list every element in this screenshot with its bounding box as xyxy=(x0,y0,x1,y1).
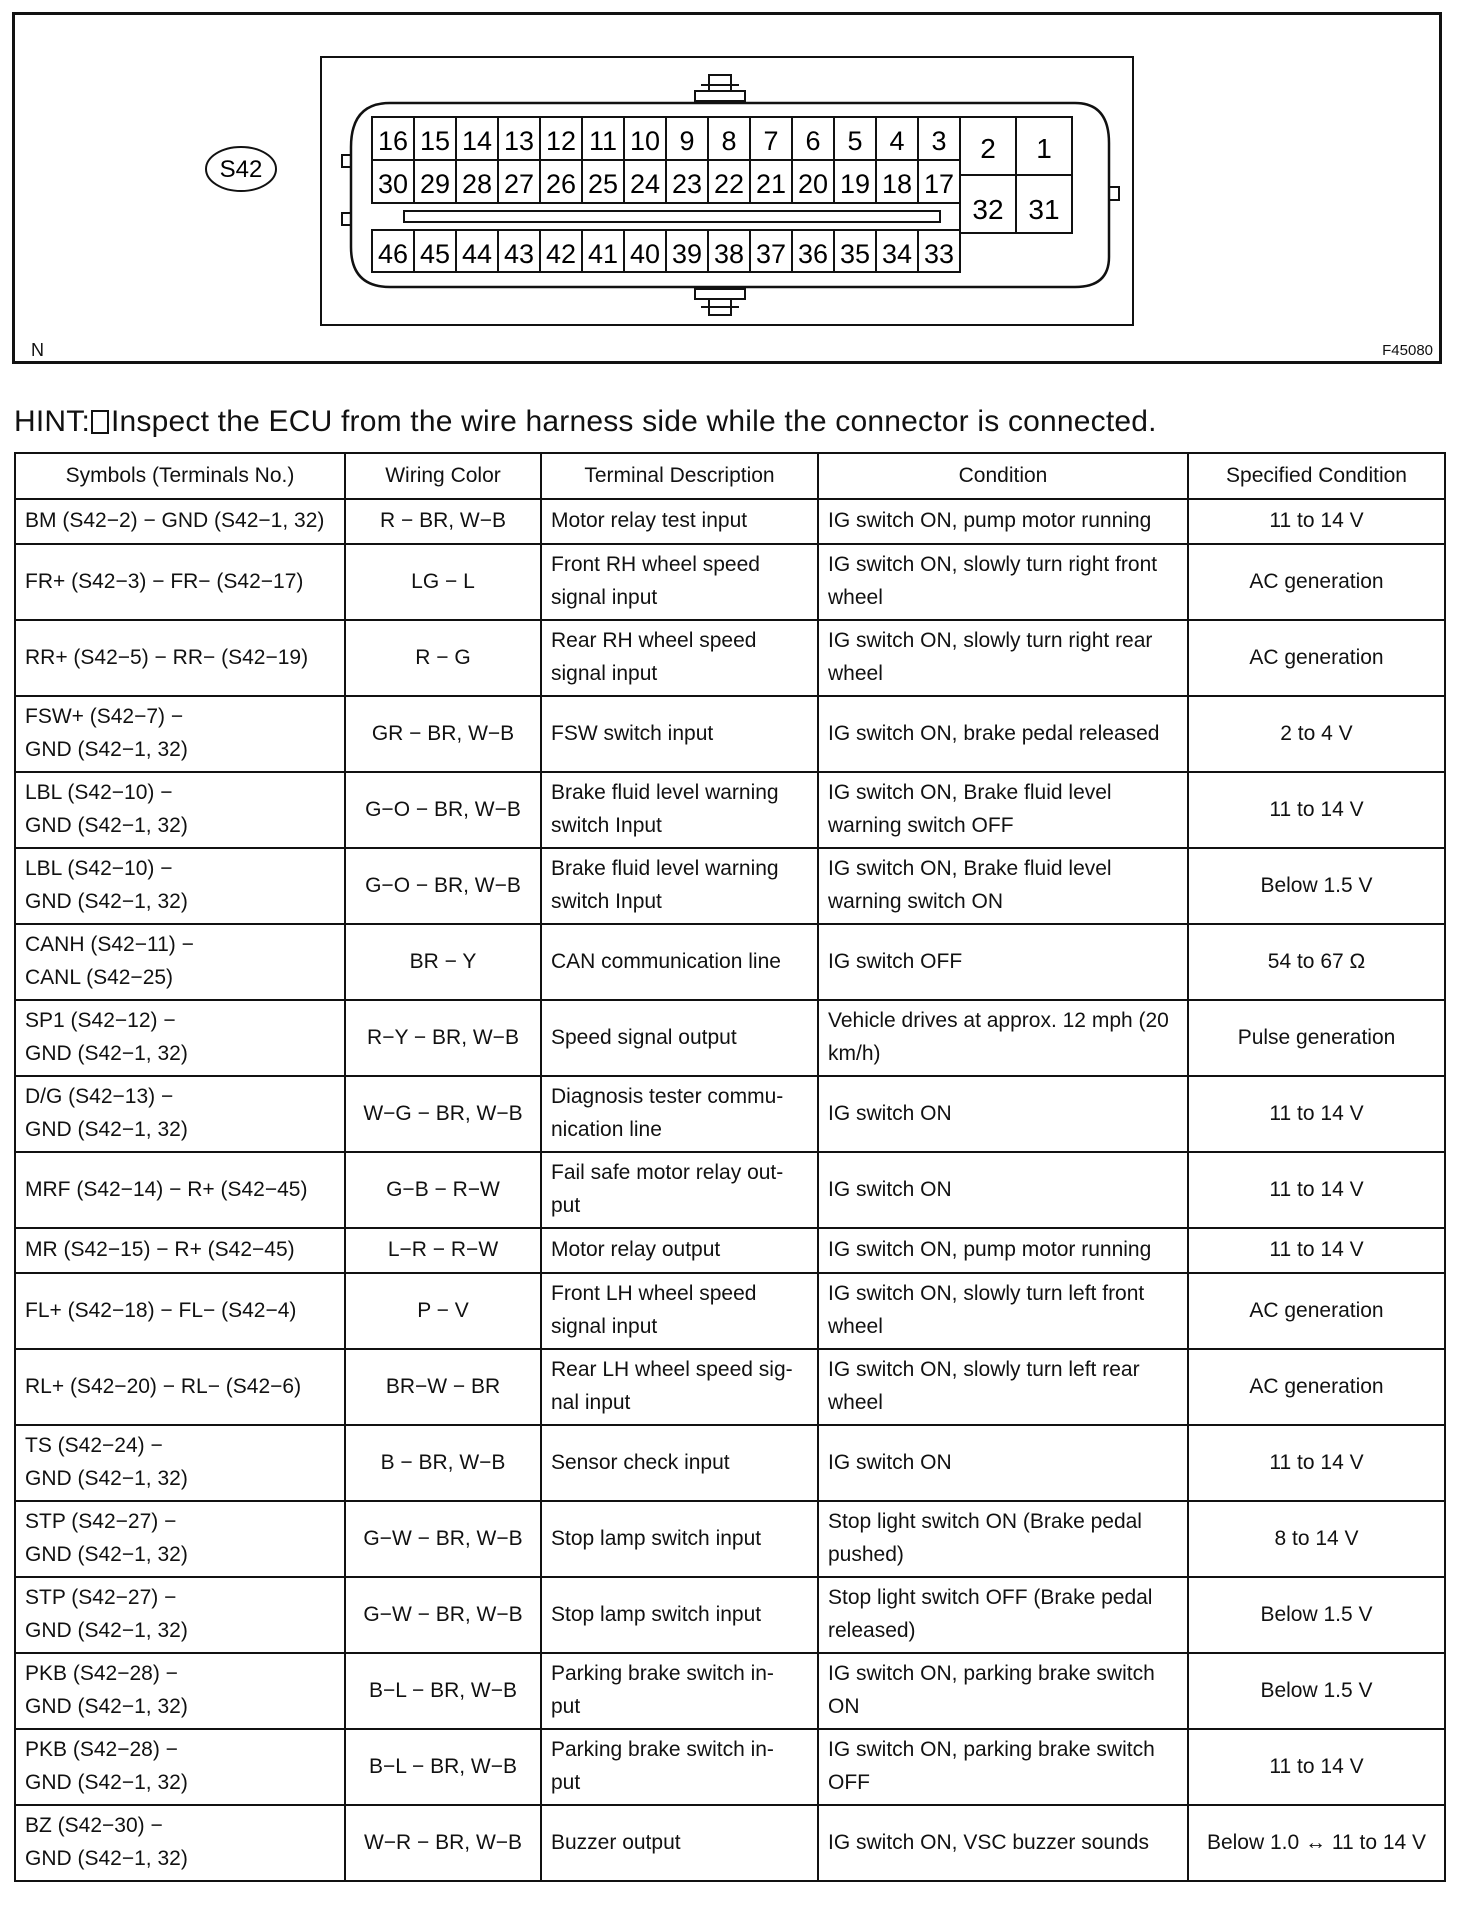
pin-number: 9 xyxy=(679,126,695,156)
cell-specified-condition: 11 to 14 V xyxy=(1188,1076,1445,1152)
pin-number: 18 xyxy=(881,169,913,199)
symbol-line: CANL (S42−25) xyxy=(25,966,174,989)
cell-symbols xyxy=(15,1729,345,1805)
pin-number: 4 xyxy=(889,126,905,156)
pin-number: 34 xyxy=(881,239,913,269)
table-row xyxy=(15,1729,1445,1805)
cell-symbols xyxy=(15,1653,345,1729)
cell-wiring-color: BR−W − BR xyxy=(345,1349,541,1425)
cell-condition: IG switch ON, brake pedal released xyxy=(818,696,1188,772)
cell-terminal-description: Stop lamp switch input xyxy=(541,1501,818,1577)
cell-terminal-description: Rear RH wheel speed signal input xyxy=(541,620,818,696)
cell-wiring-color: B − BR, W−B xyxy=(345,1425,541,1501)
cell-wiring-color: G−W − BR, W−B xyxy=(345,1501,541,1577)
cell-symbols xyxy=(15,1425,345,1501)
cell-symbols xyxy=(15,772,345,848)
symbol-line: BM (S42−2) − GND (S42−1, 32) xyxy=(25,509,325,533)
cell-condition: IG switch ON, pump motor running xyxy=(818,499,1188,544)
symbol-line: FR+ (S42−3) − FR− (S42−17) xyxy=(25,569,304,593)
symbol-line: PKB (S42−28) − xyxy=(25,1738,178,1762)
symbol-line: GND (S42−1, 32) xyxy=(25,890,188,913)
header-wiring-color: Wiring Color xyxy=(345,453,541,499)
cell-wiring-color: G−W − BR, W−B xyxy=(345,1577,541,1653)
cell-wiring-color: P − V xyxy=(345,1273,541,1349)
symbol-line: GND (S42−1, 32) xyxy=(25,1619,188,1642)
cell-symbols xyxy=(15,1152,345,1228)
cell-symbols xyxy=(15,1000,345,1076)
cell-condition: IG switch ON xyxy=(818,1076,1188,1152)
table-row xyxy=(15,1653,1445,1729)
cell-specified-condition: 11 to 14 V xyxy=(1188,1152,1445,1228)
cell-terminal-description: Brake fluid level warning switch Input xyxy=(541,848,818,924)
cell-wiring-color: B−L − BR, W−B xyxy=(345,1653,541,1729)
cell-wiring-color: R−Y − BR, W−B xyxy=(345,1000,541,1076)
table-row xyxy=(15,499,1445,544)
cell-terminal-description: Buzzer output xyxy=(541,1805,818,1881)
figure-corner-letter: N xyxy=(31,340,44,360)
pin-number: 28 xyxy=(461,169,493,199)
table-row xyxy=(15,1273,1445,1349)
cell-condition: IG switch ON, parking brake switch OFF xyxy=(818,1729,1188,1805)
cell-terminal-description: Front RH wheel speed signal input xyxy=(541,544,818,620)
cell-symbols xyxy=(15,1577,345,1653)
cell-symbols xyxy=(15,924,345,1000)
symbol-line: MR (S42−15) − R+ (S42−45) xyxy=(25,1238,295,1262)
pin-number: 14 xyxy=(461,126,493,156)
cell-wiring-color: G−O − BR, W−B xyxy=(345,772,541,848)
cell-symbols xyxy=(15,1805,345,1881)
table-row xyxy=(15,924,1445,1000)
cell-terminal-description: Sensor check input xyxy=(541,1425,818,1501)
pin-number: 2 xyxy=(980,133,996,164)
pin-number: 11 xyxy=(588,126,618,156)
hint-line xyxy=(14,405,1157,439)
pin-number: 38 xyxy=(713,239,745,269)
pin-number: 29 xyxy=(419,169,451,199)
symbol-line: STP (S42−27) − xyxy=(25,1510,177,1534)
cell-condition: IG switch ON, Brake fluid level warning switch ON xyxy=(818,848,1188,924)
symbol-line: LBL (S42−10) − xyxy=(25,857,173,881)
cell-terminal-description: Motor relay output xyxy=(541,1228,818,1273)
cell-terminal-description: Brake fluid level warning switch Input xyxy=(541,772,818,848)
terminal-spec-table xyxy=(14,452,1446,1882)
symbol-line: GND (S42−1, 32) xyxy=(25,1847,188,1870)
cell-specified-condition: AC generation xyxy=(1188,1273,1445,1349)
cell-wiring-color: G−O − BR, W−B xyxy=(345,848,541,924)
symbol-line: CANH (S42−11) − xyxy=(25,933,194,957)
cell-condition: Stop light switch OFF (Brake pedal released) xyxy=(818,1577,1188,1653)
cell-wiring-color: LG − L xyxy=(345,544,541,620)
cell-wiring-color: BR − Y xyxy=(345,924,541,1000)
cell-wiring-color: L−R − R−W xyxy=(345,1228,541,1273)
pin-number: 10 xyxy=(629,126,661,156)
pin-number: 20 xyxy=(797,169,829,199)
left-key-icon xyxy=(342,213,351,225)
pin-number: 25 xyxy=(587,169,619,199)
pin-number: 33 xyxy=(923,239,955,269)
symbol-line: SP1 (S42−12) − xyxy=(25,1009,176,1033)
left-key-icon xyxy=(342,155,351,167)
cell-condition: Stop light switch ON (Brake pedal pushed) xyxy=(818,1501,1188,1577)
pin-number: 1 xyxy=(1036,133,1052,164)
symbol-line: MRF (S42−14) − R+ (S42−45) xyxy=(25,1177,308,1201)
table-row xyxy=(15,1425,1445,1501)
symbol-line: TS (S42−24) − xyxy=(25,1434,163,1458)
cell-specified-condition: AC generation xyxy=(1188,620,1445,696)
symbol-line: GND (S42−1, 32) xyxy=(25,1467,188,1490)
cell-terminal-description: Front LH wheel speed signal input xyxy=(541,1273,818,1349)
pin-number: 16 xyxy=(377,126,409,156)
cell-terminal-description: Parking brake switch in- put xyxy=(541,1729,818,1805)
figure-code: F45080 xyxy=(1382,342,1433,359)
symbol-line: D/G (S42−13) − xyxy=(25,1085,174,1109)
guide-slot xyxy=(404,211,940,222)
pin-number: 35 xyxy=(839,239,871,269)
cell-terminal-description: Motor relay test input xyxy=(541,499,818,544)
pin-number: 41 xyxy=(587,239,619,269)
cell-specified-condition: 11 to 14 V xyxy=(1188,772,1445,848)
pin-number: 8 xyxy=(721,126,737,156)
pin-number: 27 xyxy=(503,169,535,199)
table-row xyxy=(15,772,1445,848)
symbol-line: FL+ (S42−18) − FL− (S42−4) xyxy=(25,1298,297,1322)
table-header-row xyxy=(15,453,1445,499)
cell-wiring-color: R − BR, W−B xyxy=(345,499,541,544)
cell-specified-condition: Below 1.5 V xyxy=(1188,1653,1445,1729)
symbol-line: GND (S42−1, 32) xyxy=(25,738,188,761)
cell-terminal-description: Diagnosis tester commu- nication line xyxy=(541,1076,818,1152)
cell-specified-condition: AC generation xyxy=(1188,1349,1445,1425)
cell-symbols xyxy=(15,696,345,772)
connector-figure xyxy=(12,12,1442,364)
pin-number: 30 xyxy=(377,169,409,199)
cell-specified-condition: 11 to 14 V xyxy=(1188,1228,1445,1273)
table-row xyxy=(15,1228,1445,1273)
pin-number: 31 xyxy=(1028,194,1060,225)
cell-specified-condition: 54 to 67 Ω xyxy=(1188,924,1445,1000)
cell-terminal-description: Stop lamp switch input xyxy=(541,1577,818,1653)
pin-number: 26 xyxy=(545,169,577,199)
pin-number: 7 xyxy=(763,126,779,156)
pin-number: 19 xyxy=(839,169,871,199)
pin-number: 23 xyxy=(671,169,703,199)
table-row xyxy=(15,1349,1445,1425)
cell-symbols xyxy=(15,1501,345,1577)
cell-wiring-color: B−L − BR, W−B xyxy=(345,1729,541,1805)
cell-symbols xyxy=(15,1076,345,1152)
cell-condition: IG switch ON, parking brake switch ON xyxy=(818,1653,1188,1729)
connector-diagram xyxy=(15,15,1439,361)
cell-wiring-color: R − G xyxy=(345,620,541,696)
connector-label: S42 xyxy=(219,156,263,183)
cell-wiring-color: G−B − R−W xyxy=(345,1152,541,1228)
cell-wiring-color: W−G − BR, W−B xyxy=(345,1076,541,1152)
pin-number: 44 xyxy=(461,239,493,269)
symbol-line: GND (S42−1, 32) xyxy=(25,1042,188,1065)
cell-specified-condition: Below 1.0 ↔ 11 to 14 V xyxy=(1188,1805,1445,1881)
pin-number: 17 xyxy=(923,169,955,199)
hint-text: Inspect the ECU from the wire harness side while the connector is connected. xyxy=(111,405,1157,438)
cell-condition: IG switch ON, pump motor running xyxy=(818,1228,1188,1273)
cell-terminal-description: Speed signal output xyxy=(541,1000,818,1076)
header-specified-condition: Specified Condition xyxy=(1188,453,1445,499)
table-row xyxy=(15,696,1445,772)
table-row xyxy=(15,1152,1445,1228)
cell-specified-condition: Below 1.5 V xyxy=(1188,848,1445,924)
symbol-line: GND (S42−1, 32) xyxy=(25,1695,188,1718)
cell-symbols xyxy=(15,1273,345,1349)
pin-number: 40 xyxy=(629,239,661,269)
bottom-latch-icon xyxy=(695,289,745,315)
hint-prefix: HINT: xyxy=(14,405,90,438)
pin-number: 36 xyxy=(797,239,829,269)
pin-number: 46 xyxy=(377,239,409,269)
cell-wiring-color: GR − BR, W−B xyxy=(345,696,541,772)
pin-number: 6 xyxy=(805,126,821,156)
pin-number: 3 xyxy=(931,126,947,156)
symbol-line: PKB (S42−28) − xyxy=(25,1662,178,1686)
top-latch-icon xyxy=(695,75,745,101)
pin-number: 13 xyxy=(503,126,535,156)
cell-specified-condition: 11 to 14 V xyxy=(1188,499,1445,544)
cell-condition: IG switch ON, slowly turn right rear wheel xyxy=(818,620,1188,696)
cell-terminal-description: Parking brake switch in- put xyxy=(541,1653,818,1729)
cell-condition: IG switch ON xyxy=(818,1425,1188,1501)
pin-number: 37 xyxy=(755,239,787,269)
cell-condition: Vehicle drives at approx. 12 mph (20 km/h) xyxy=(818,1000,1188,1076)
cell-symbols xyxy=(15,848,345,924)
symbol-line: BZ (S42−30) − xyxy=(25,1814,163,1838)
table-row xyxy=(15,1000,1445,1076)
pin-number: 32 xyxy=(972,194,1004,225)
cell-condition: IG switch ON xyxy=(818,1152,1188,1228)
cell-specified-condition: Below 1.5 V xyxy=(1188,1577,1445,1653)
cell-condition: IG switch ON, VSC buzzer sounds xyxy=(818,1805,1188,1881)
cell-specified-condition: 2 to 4 V xyxy=(1188,696,1445,772)
pin-number: 43 xyxy=(503,239,535,269)
symbol-line: STP (S42−27) − xyxy=(25,1586,177,1610)
tab-glyph-icon xyxy=(91,410,109,434)
right-key-icon xyxy=(1109,187,1119,200)
header-symbols: Symbols (Terminals No.) xyxy=(15,453,345,499)
pin-number: 39 xyxy=(671,239,703,269)
cell-condition: IG switch ON, slowly turn right front wheel xyxy=(818,544,1188,620)
table-row xyxy=(15,544,1445,620)
cell-specified-condition: AC generation xyxy=(1188,544,1445,620)
cell-terminal-description: Rear LH wheel speed sig- nal input xyxy=(541,1349,818,1425)
cell-specified-condition: 11 to 14 V xyxy=(1188,1729,1445,1805)
header-terminal-description: Terminal Description xyxy=(541,453,818,499)
symbol-line: GND (S42−1, 32) xyxy=(25,1118,188,1141)
cell-specified-condition: 11 to 14 V xyxy=(1188,1425,1445,1501)
cell-symbols xyxy=(15,620,345,696)
pin-number: 15 xyxy=(419,126,451,156)
table-row xyxy=(15,1577,1445,1653)
cell-terminal-description: FSW switch input xyxy=(541,696,818,772)
cell-symbols xyxy=(15,499,345,544)
pin-number: 5 xyxy=(847,126,863,156)
pin-number: 12 xyxy=(545,126,577,156)
cell-wiring-color: W−R − BR, W−B xyxy=(345,1805,541,1881)
cell-condition: IG switch ON, Brake fluid level warning switch OFF xyxy=(818,772,1188,848)
table-row xyxy=(15,1805,1445,1881)
symbol-line: RL+ (S42−20) − RL− (S42−6) xyxy=(25,1374,302,1398)
cell-specified-condition: 8 to 14 V xyxy=(1188,1501,1445,1577)
symbol-line: FSW+ (S42−7) − xyxy=(25,705,184,729)
cell-symbols xyxy=(15,1228,345,1273)
pin-number: 21 xyxy=(755,169,787,199)
cell-terminal-description: Fail safe motor relay out- put xyxy=(541,1152,818,1228)
symbol-line: GND (S42−1, 32) xyxy=(25,1543,188,1566)
cell-symbols xyxy=(15,544,345,620)
cell-specified-condition: Pulse generation xyxy=(1188,1000,1445,1076)
table-row xyxy=(15,848,1445,924)
symbol-line: LBL (S42−10) − xyxy=(25,781,173,805)
symbol-line: GND (S42−1, 32) xyxy=(25,814,188,837)
pin-number: 42 xyxy=(545,239,577,269)
cell-terminal-description: CAN communication line xyxy=(541,924,818,1000)
pin-number: 45 xyxy=(419,239,451,269)
cell-condition: IG switch ON, slowly turn left front wheel xyxy=(818,1273,1188,1349)
pin-number: 22 xyxy=(713,169,745,199)
symbol-line: RR+ (S42−5) − RR− (S42−19) xyxy=(25,645,309,669)
table-row xyxy=(15,1501,1445,1577)
pin-number: 24 xyxy=(629,169,661,199)
cell-symbols xyxy=(15,1349,345,1425)
header-condition: Condition xyxy=(818,453,1188,499)
cell-condition: IG switch OFF xyxy=(818,924,1188,1000)
cell-condition: IG switch ON, slowly turn left rear wheel xyxy=(818,1349,1188,1425)
symbol-line: GND (S42−1, 32) xyxy=(25,1771,188,1794)
table-row xyxy=(15,620,1445,696)
table-row xyxy=(15,1076,1445,1152)
